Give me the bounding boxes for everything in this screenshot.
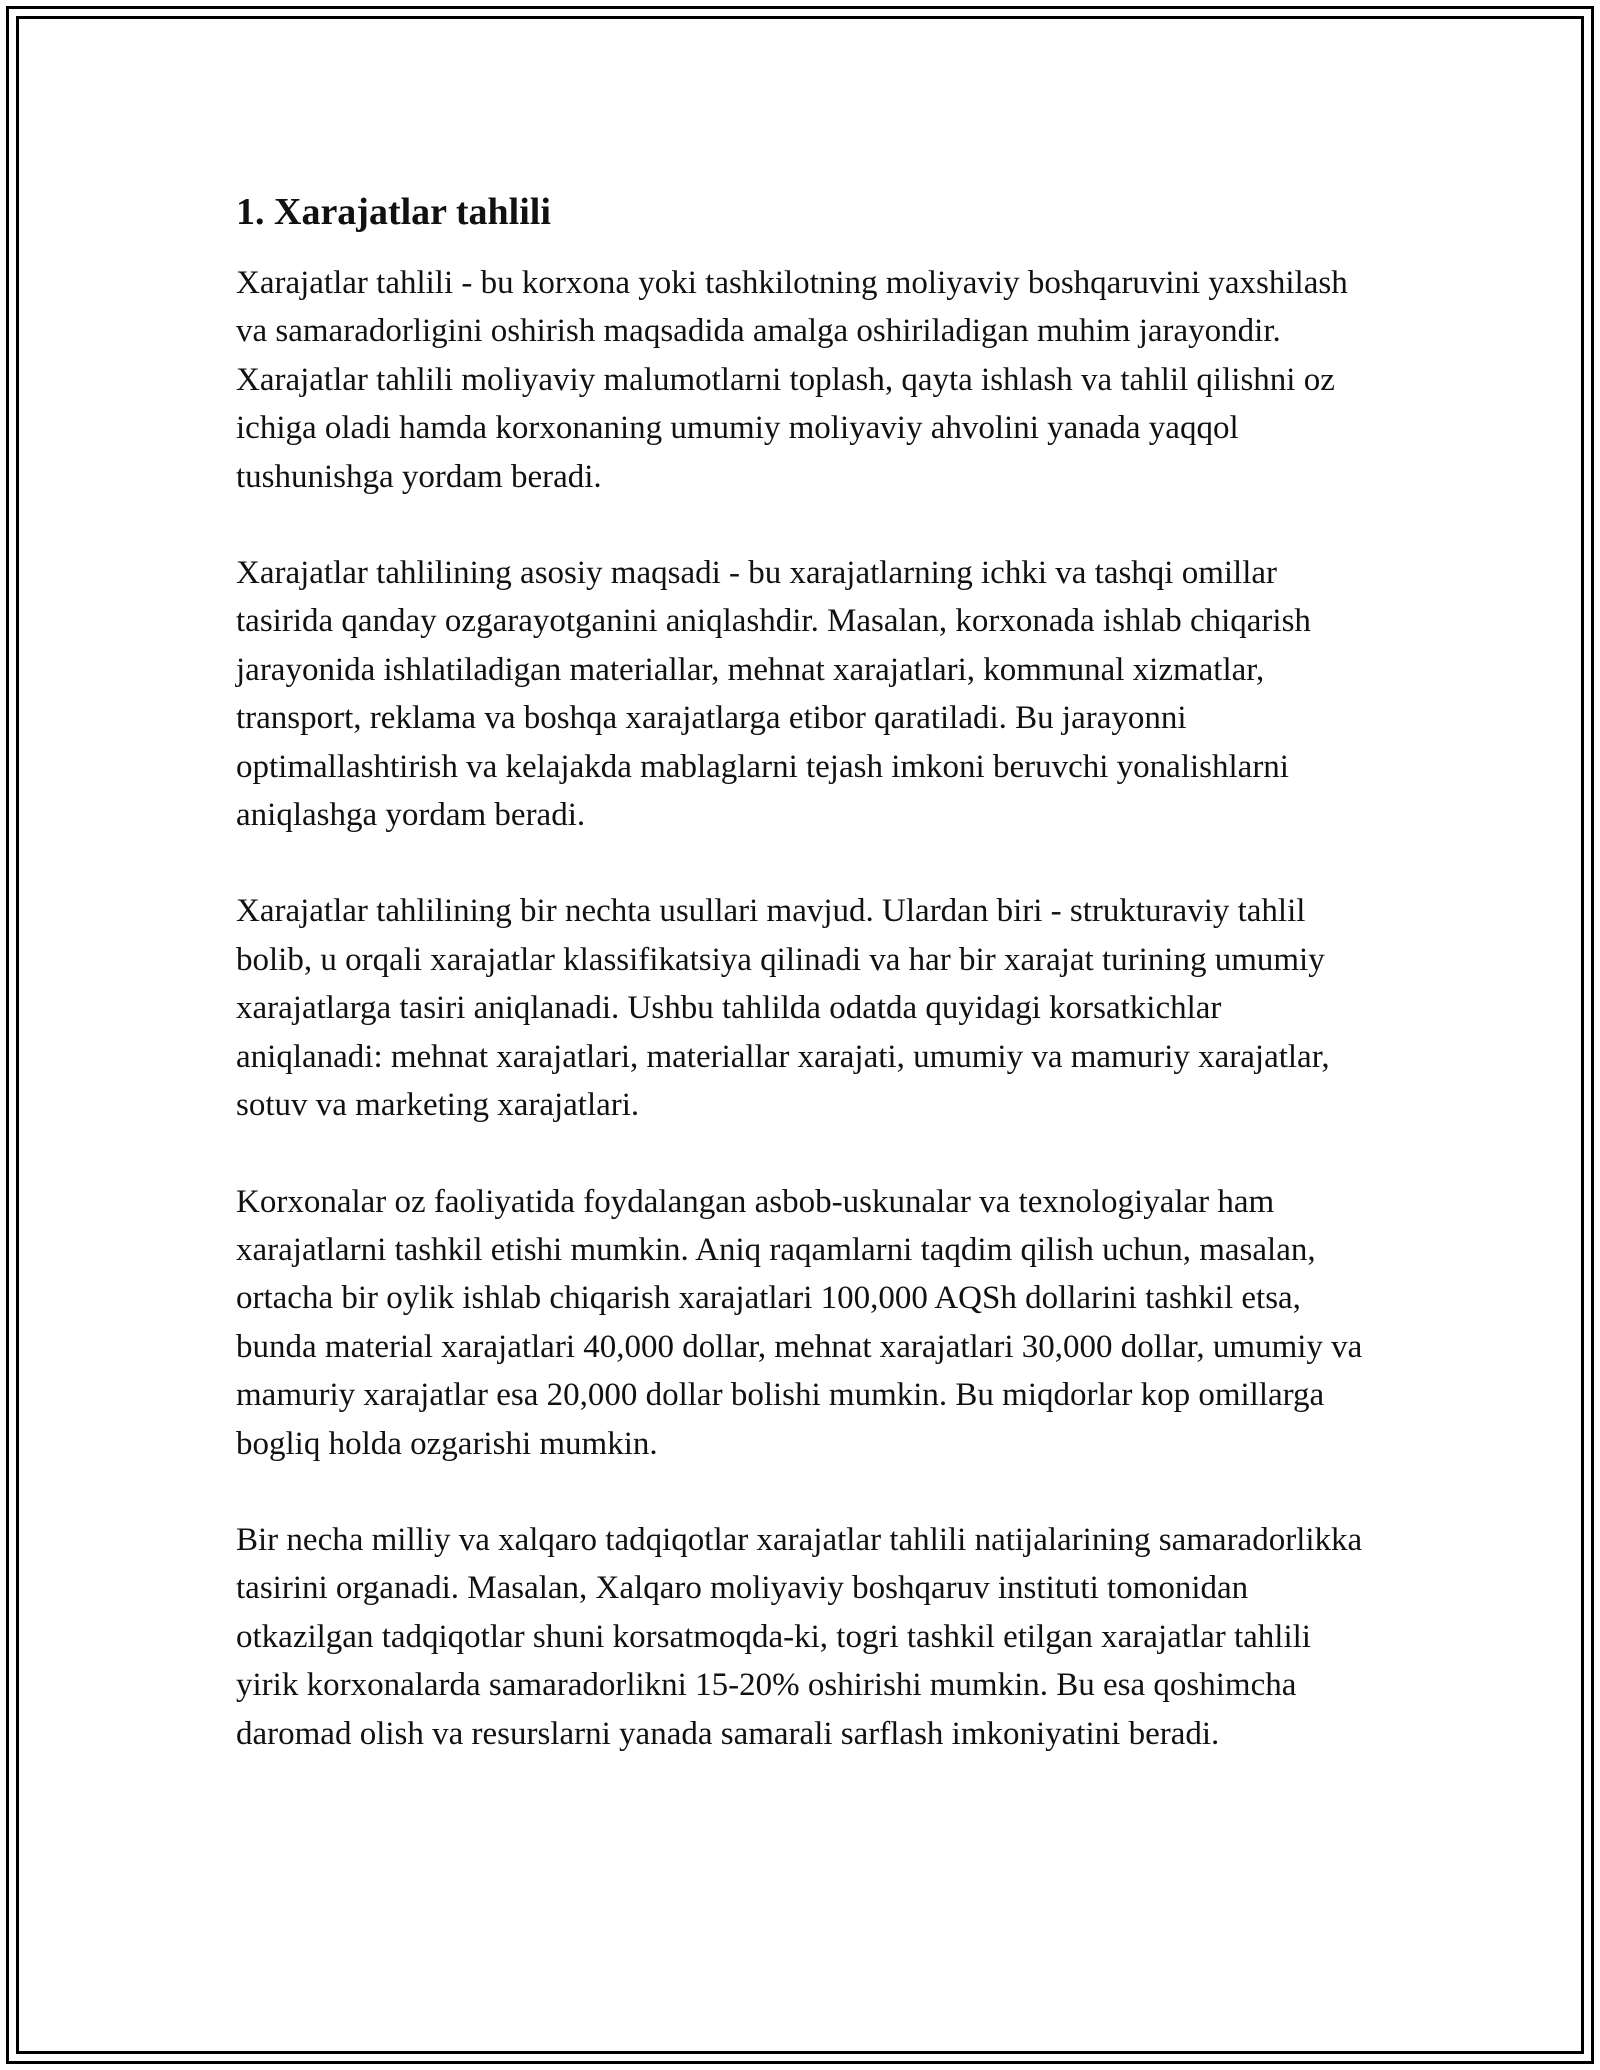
paragraph-1: Xarajatlar tahlili - bu korxona yoki tashkilotning moliyaviy boshqaruvini yaxshilash va samaradorligini oshirish maqsadida amalga oshiriladigan muhim jarayondir. Xarajatlar tahlili moliyaviy malumotlarni toplash, qayta ishlash va tahlil qilishni oz ichiga oladi hamda korxonaning umumiy moliyaviy ahvolini yanada yaqqol tushunishga yordam beradi. [236,265,1348,495]
paragraph-3: Xarajatlar tahlilining bir nechta usullari mavjud. Ulardan biri - strukturaviy tahlil bolib, u orqali xarajatlar klassifikatsiya qilinadi va har bir xarajat turining umumiy xarajatlarga tasiri aniqlanadi. Ushbu tahlilda odatda quyidagi korsatkichlar aniqlanadi: mehnat xarajatlari, materiallar xarajati, umumiy va mamuriy xarajatlar, sotuv va marketing xarajatlari. [236,893,1330,1124]
document-body [236,183,1376,1806]
paragraph-2: Xarajatlar tahlilining asosiy maqsadi - bu xarajatlarning ichki va tashqi omillar tasirida qanday ozgarayotganini aniqlashdir. Masalan, korxonada ishlab chiqarish jarayonida ishlatiladigan materiallar, mehnat xarajatlari, kommunal xizmatlar, transport, reklama va boshqa xarajatlarga etibor qaratiladi. Bu jarayonni optimallashtirish va kelajakda mablaglarni tejash imkoni beruvchi yonalishlarni aniqlashga yordam beradi. [236,555,1311,834]
paragraph-5: Bir necha milliy va xalqaro tadqiqotlar xarajatlar tahlili natijalarining samaradorlikka tasirini organadi. Masalan, Xalqaro moliyaviy boshqaruv instituti tomonidan otkazilgan tadqiqotlar shuni korsatmoqda-ki, togri tashkil etilgan xarajatlar tahlili yirik korxonalarda samaradorlikni 15-20% oshirishi mumkin. Bu esa qoshimcha daromad olish va resurslarni yanada samarali sarflash imkoniyatini beradi. [236,1521,1363,1752]
section-heading: 1. Xarajatlar tahlili [236,191,551,233]
paragraph-4: Korxonalar oz faoliyatida foydalangan asbob-uskunalar va texnologiyalar ham xarajatlarni tashkil etishi mumkin. Aniq raqamlarni taqdim qilish uchun, masalan, ortacha bir oylik ishlab chiqarish xarajatlari 100,000 AQSh dollarini tashkil etsa, bunda material xarajatlari 40,000 dollar, mehnat xarajatlari 30,000 dollar, umumiy va mamuriy xarajatlar esa 20,000 dollar bolishi mumkin. Bu miqdorlar kop omillarga bogliq holda ozgarishi mumkin. [236,1183,1363,1462]
